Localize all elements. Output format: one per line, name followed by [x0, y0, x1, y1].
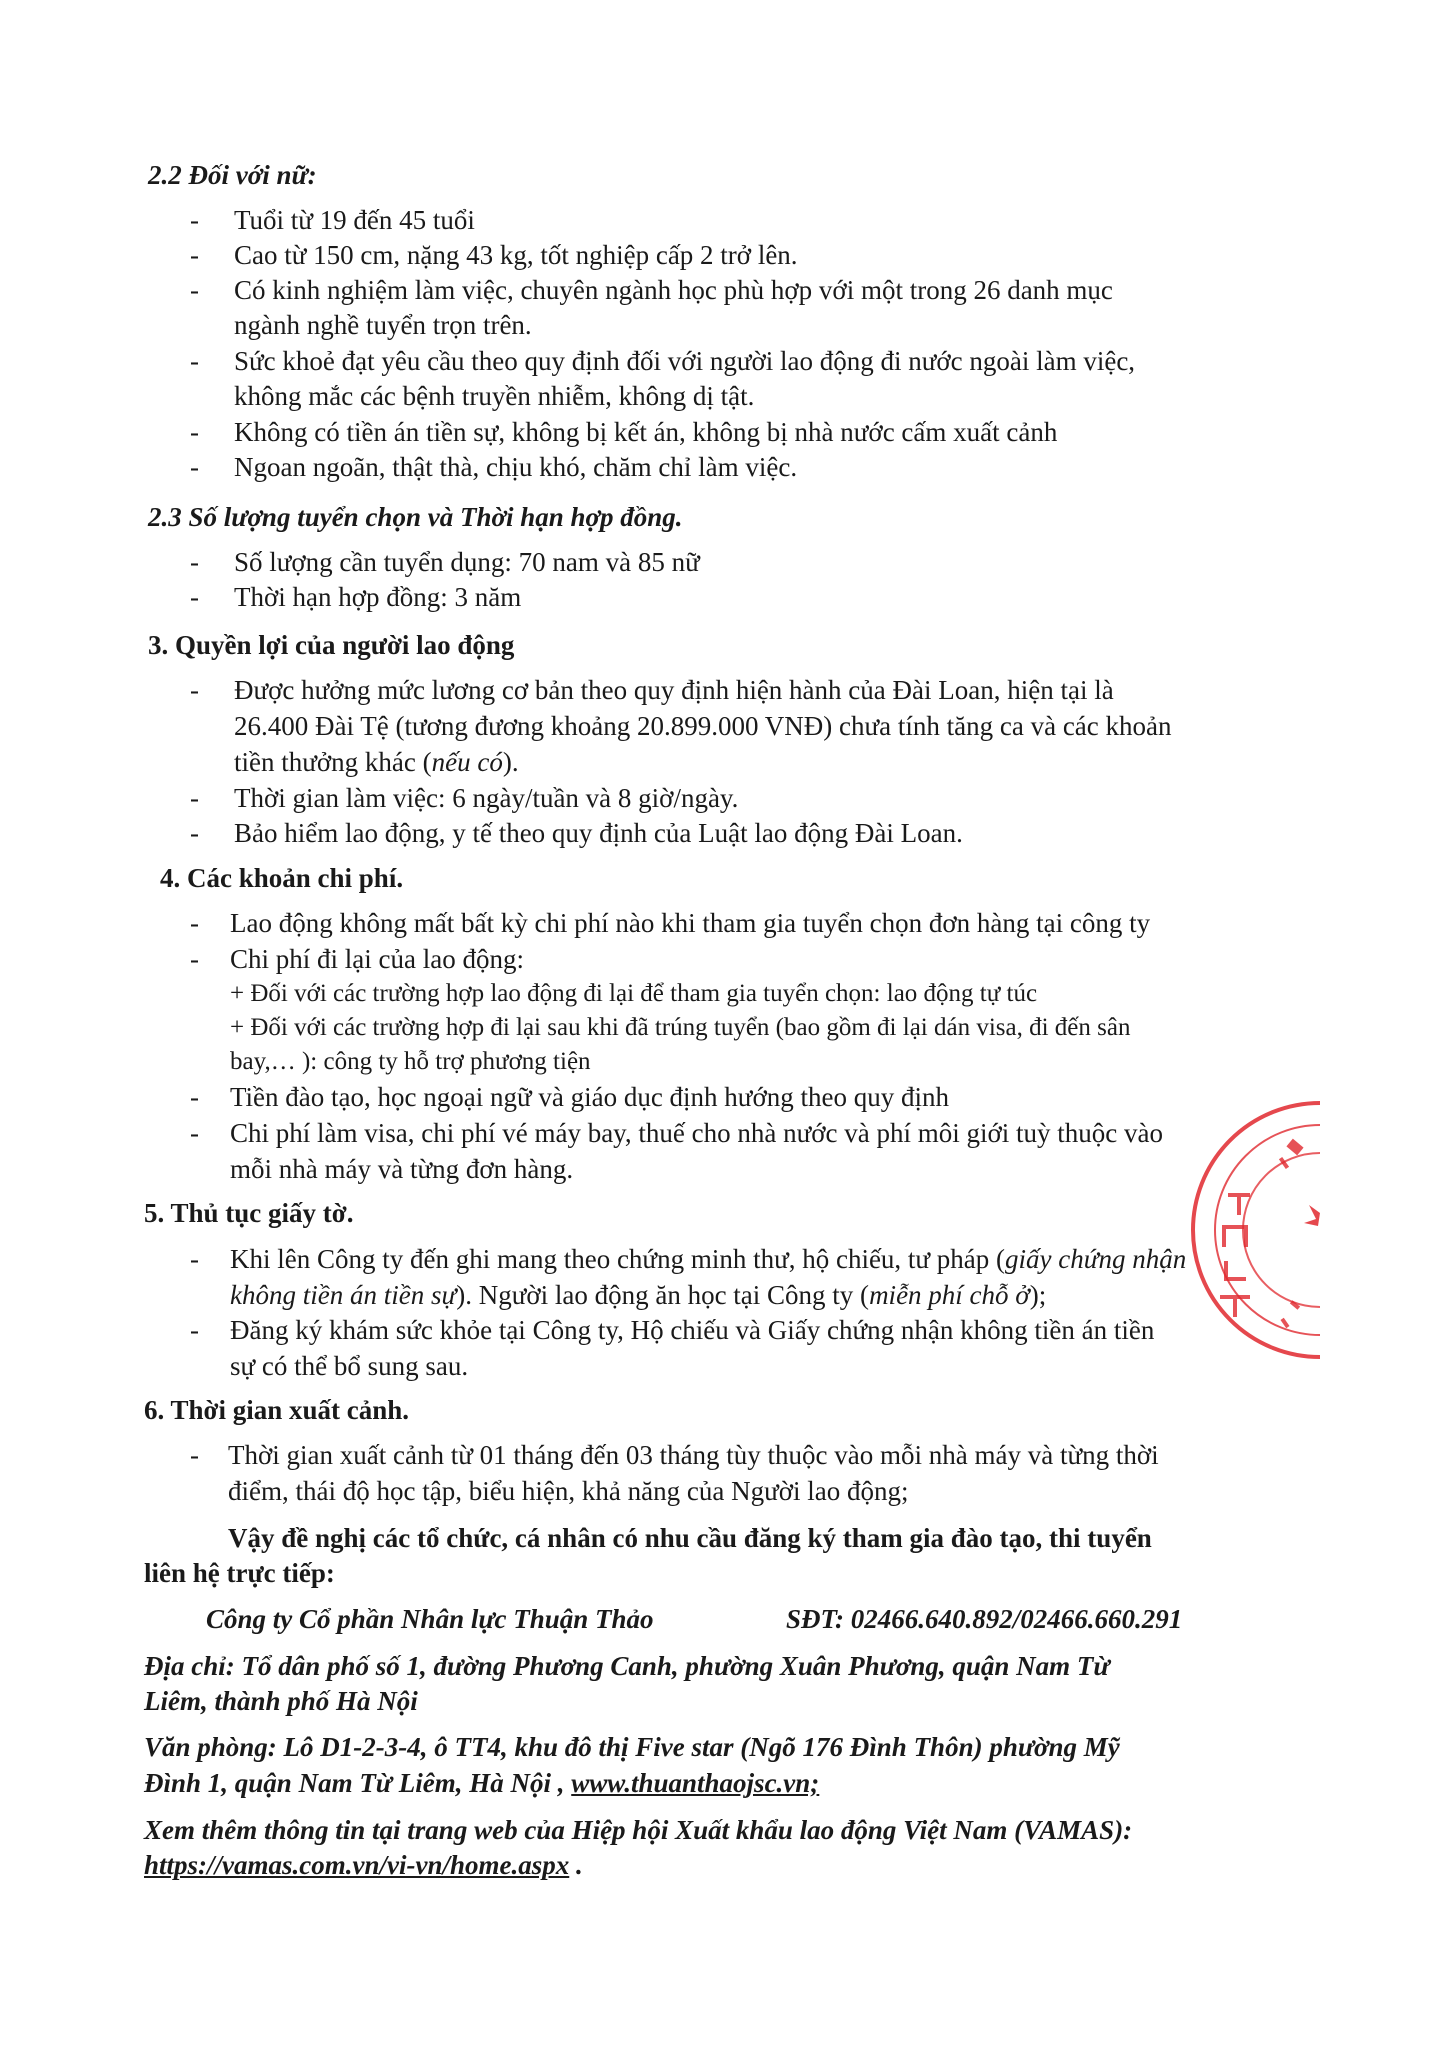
documents-l1 [230, 1242, 1186, 1276]
salary-l3 [234, 745, 519, 779]
departure-time-l1: Thời gian xuất cảnh từ 01 tháng đến 03 tháng tùy thuộc vào mỗi nhà máy và từng thời [228, 1440, 1159, 1470]
salary-if-any: nếu có [431, 747, 503, 777]
travel-sub2-l2: bay,… ): công ty hỗ trợ phương tiện [230, 1048, 591, 1075]
seal-outer-ring [1193, 1103, 1320, 1357]
female-age: Tuổi từ 19 đến 45 tuổi [234, 205, 475, 235]
bullet-dash: - [190, 346, 199, 376]
bullet-dash: - [190, 240, 199, 270]
vamas-l2-end: . [569, 1850, 583, 1880]
heading-4: 4. Các khoản chi phí. [160, 863, 404, 893]
office-l2-text: Đình 1, quận Nam Từ Liêm, Hà Nội , [144, 1768, 572, 1798]
salary-l2: 26.400 Đài Tệ (tương đương khoảng 20.899.000 VNĐ) chưa tính tăng ca và các khoản [234, 711, 1172, 741]
website-link[interactable]: www.thuanthaojsc.vn; [571, 1768, 820, 1798]
bullet-dash: - [190, 675, 199, 705]
female-health-l2: không mắc các bệnh truyền nhiễm, không dị tật. [234, 381, 755, 411]
vamas-l2 [144, 1848, 583, 1882]
female-height-weight: Cao từ 150 cm, nặng 43 kg, tốt nghiệp cấp 2 trở lên. [234, 240, 798, 270]
bullet-dash: - [190, 547, 199, 577]
vamas-link[interactable]: https://vamas.com.vn/vi-vn/home.aspx [144, 1850, 570, 1880]
bullet-dash: - [190, 582, 199, 612]
seal-core-ring [1243, 1153, 1320, 1307]
bullet-dash: - [190, 275, 199, 305]
vamas-l1: Xem thêm thông tin tại trang web của Hiệp hội Xuất khẩu lao động Việt Nam (VAMAS): [144, 1815, 1133, 1845]
female-experience-l2: ngành nghề tuyển trọn trên. [234, 310, 532, 340]
departure-time-l2: điểm, thái độ học tập, biểu hiện, khả năng của Người lao động; [228, 1476, 909, 1506]
bullet-dash: - [190, 944, 199, 974]
heading-5: 5. Thủ tục giấy tờ. [144, 1198, 354, 1228]
no-cost: Lao động không mất bất kỳ chi phí nào khi tham gia tuyển chọn đơn hàng tại công ty [230, 908, 1151, 938]
seal-inner-ring [1215, 1125, 1320, 1335]
bullet-dash: - [190, 452, 199, 482]
seal-star-icon [1304, 1205, 1320, 1226]
female-record: Không có tiền án tiền sự, không bị kết án, không bị nhà nước cấm xuất cảnh [234, 417, 1058, 447]
travel-cost: Chi phí đi lại của lao động: [230, 944, 524, 974]
heading-2-3: 2.3 Số lượng tuyển chọn và Thời hạn hợp đồng. [148, 502, 683, 532]
contract-term: Thời hạn hợp đồng: 3 năm [234, 582, 522, 612]
heading-3: 3. Quyền lợi của người lao động [148, 630, 515, 660]
seal-lettering [1220, 1139, 1304, 1329]
closing-l1: Vậy đề nghị các tổ chức, cá nhân có nhu cầu đăng ký tham gia đào tạo, thi tuyển [228, 1523, 1152, 1553]
female-health-l1: Sức khoẻ đạt yêu cầu theo quy định đối với người lao động đi nước ngoài làm việc, [234, 346, 1136, 376]
heading-6: 6. Thời gian xuất cảnh. [144, 1395, 410, 1425]
insurance: Bảo hiểm lao động, y tế theo quy định của Luật lao động Đài Loan. [234, 818, 963, 848]
company-seal [1170, 1095, 1320, 1365]
visa-cost-l1: Chi phí làm visa, chi phí vé máy bay, thuế cho nhà nước và phí môi giới tuỳ thuộc vào [230, 1118, 1164, 1148]
health-check-l2: sự có thể bổ sung sau. [230, 1351, 469, 1381]
documents-l2 [230, 1278, 1046, 1312]
salary-l3-text: tiền thưởng khác ( [234, 747, 432, 777]
bullet-dash: - [190, 417, 199, 447]
office-l1: Văn phòng: Lô D1-2-3-4, ô TT4, khu đô thị Five star (Ngõ 176 Đình Thôn) phường Mỹ [144, 1732, 1120, 1762]
bullet-dash: - [190, 1082, 199, 1112]
bullet-dash: - [190, 1315, 199, 1345]
documents-free-housing: miễn phí chỗ ở [869, 1280, 1030, 1310]
work-time: Thời gian làm việc: 6 ngày/tuần và 8 giờ/ngày. [234, 783, 739, 813]
closing-l2: liên hệ trực tiếp: [144, 1558, 335, 1588]
bullet-dash: - [190, 1118, 199, 1148]
bullet-dash: - [190, 818, 199, 848]
documents-l2-end: ); [1029, 1280, 1047, 1310]
documents-no-record: không tiền án tiền sự [230, 1280, 457, 1310]
female-behavior: Ngoan ngoãn, thật thà, chịu khó, chăm chỉ làm việc. [234, 452, 798, 482]
address-l1: Địa chỉ: Tổ dân phố số 1, đường Phương Canh, phường Xuân Phương, quận Nam Từ [144, 1651, 1110, 1681]
bullet-dash: - [190, 205, 199, 235]
female-experience-l1: Có kinh nghiệm làm việc, chuyên ngành học phù hợp với một trong 26 danh mục [234, 275, 1113, 305]
bullet-dash: - [190, 1244, 199, 1274]
travel-sub2-l1: + Đối với các trường hợp đi lại sau khi đã trúng tuyển (bao gồm đi lại dán visa, đi đến sân [230, 1014, 1131, 1041]
office-l2 [144, 1766, 819, 1800]
training-cost: Tiền đào tạo, học ngoại ngữ và giáo dục định hướng theo quy định [230, 1082, 949, 1112]
heading-2-2: 2.2 Đối với nữ: [148, 160, 317, 190]
company-phone: SĐT: 02466.640.892/02466.660.291 [786, 1604, 1183, 1634]
recruit-quantity: Số lượng cần tuyển dụng: 70 nam và 85 nữ [234, 547, 700, 577]
bullet-dash: - [190, 783, 199, 813]
address-l2: Liêm, thành phố Hà Nội [144, 1686, 418, 1716]
travel-sub1: + Đối với các trường hợp lao động đi lại để tham gia tuyển chọn: lao động tự túc [230, 980, 1038, 1007]
documents-l1-text: Khi lên Công ty đến ghi mang theo chứng minh thư, hộ chiếu, tư pháp ( [230, 1244, 1006, 1274]
salary-l1: Được hưởng mức lương cơ bản theo quy định hiện hành của Đài Loan, hiện tại là [234, 675, 1114, 705]
health-check-l1: Đăng ký khám sức khỏe tại Công ty, Hộ chiếu và Giấy chứng nhận không tiền án tiền [230, 1315, 1155, 1345]
visa-cost-l2: mỗi nhà máy và từng đơn hàng. [230, 1154, 574, 1184]
company-name: Công ty Cổ phần Nhân lực Thuận Thảo [206, 1604, 654, 1634]
bullet-dash: - [190, 1440, 199, 1470]
bullet-dash: - [190, 908, 199, 938]
documents-l2-text: ). Người lao động ăn học tại Công ty ( [456, 1280, 870, 1310]
documents-certificate: giấy chứng nhận [1005, 1244, 1187, 1274]
salary-l3-end: ). [502, 747, 519, 777]
